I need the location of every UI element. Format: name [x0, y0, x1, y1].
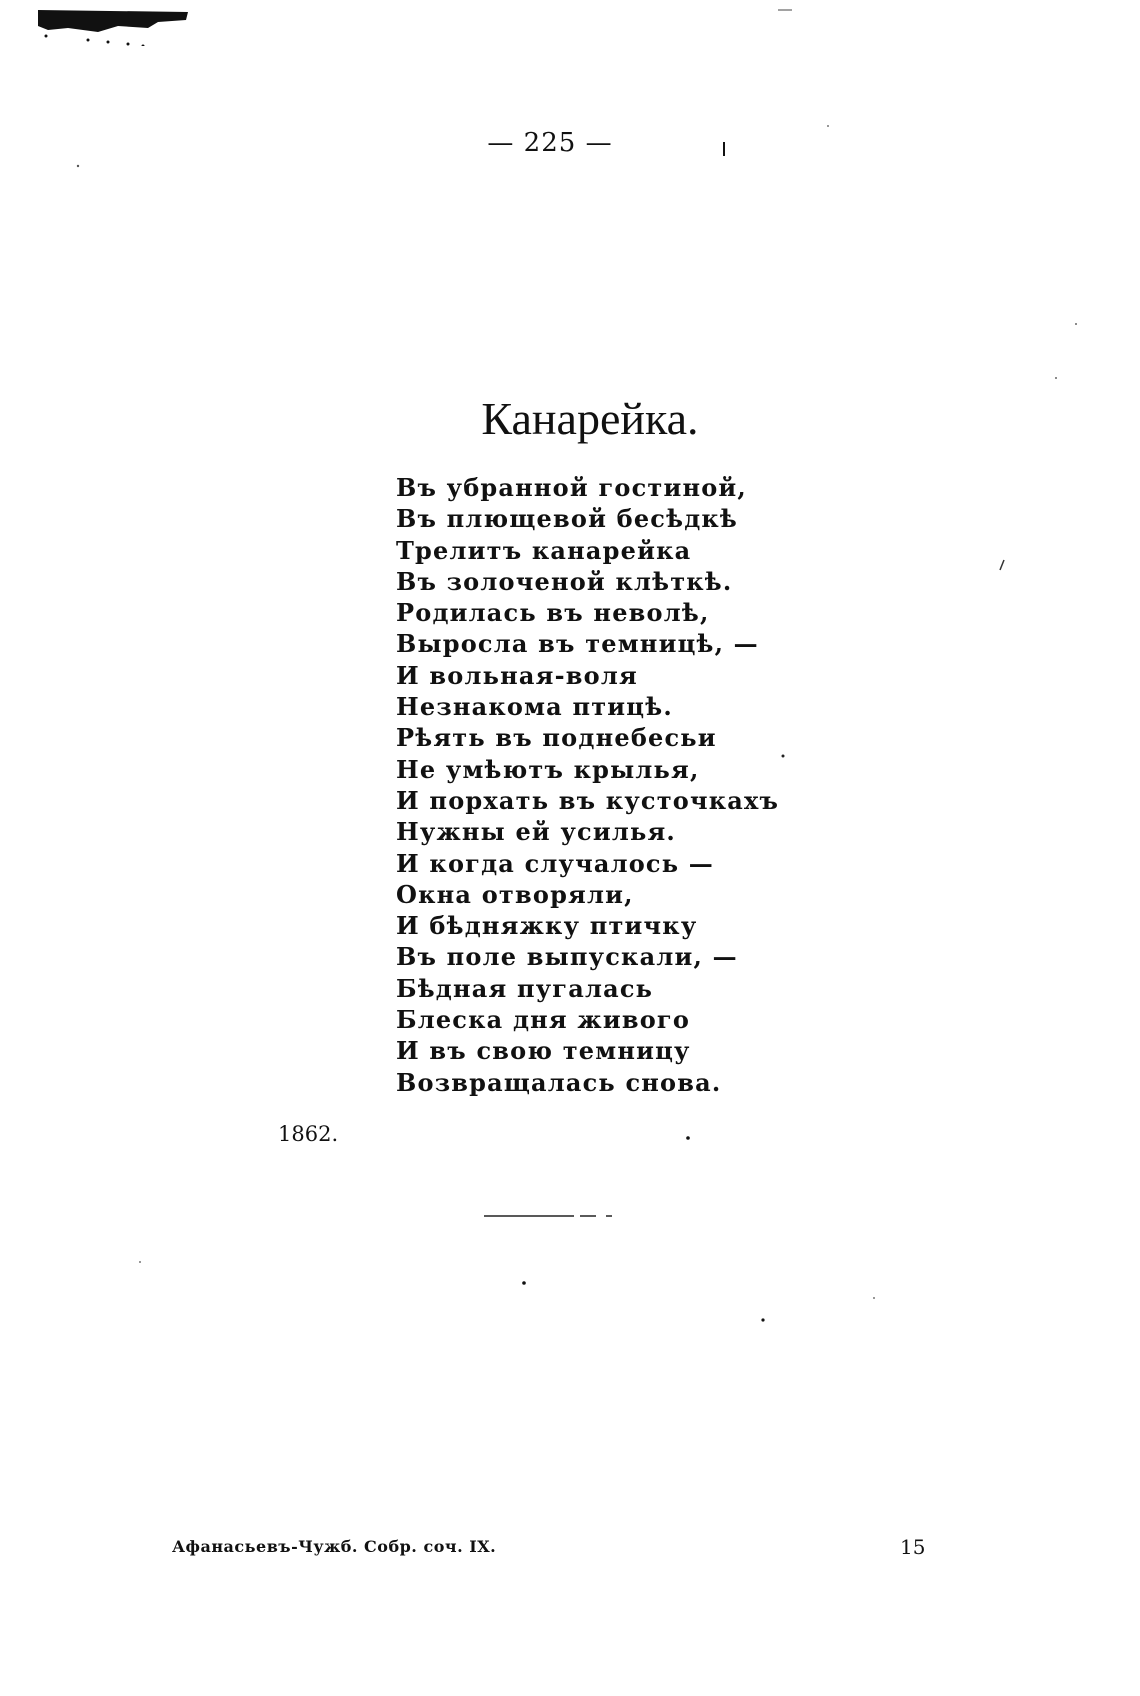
poem-line: И вольная-воля	[396, 660, 638, 690]
poem-line: Въ золоченой клѣткѣ.	[396, 566, 733, 596]
poem-line: Рѣять въ поднебесьи	[396, 723, 717, 753]
page-number: — 225 —	[487, 128, 613, 158]
footer-sheet-number: 15	[900, 1535, 926, 1559]
poem-line: Нужны ей усилья.	[396, 817, 676, 847]
poem-line: И бѣдняжку птичку	[396, 911, 698, 941]
poem-line: Родилась въ неволѣ,	[396, 598, 710, 628]
poem-line: Трелитъ канарейка	[396, 535, 692, 565]
footer-signature: Афанасьевъ-Чужб. Собр. соч. IX.	[172, 1537, 497, 1556]
poem-title: Канарейка.	[481, 393, 699, 444]
poem-line: Не умѣютъ крылья,	[396, 754, 700, 784]
poem-line: И въ свою темницу	[396, 1036, 691, 1066]
poem-line: Блеска дня живого	[396, 1005, 691, 1035]
section-divider	[484, 1214, 624, 1218]
poem-date: 1862.	[278, 1122, 339, 1146]
poem-line: И когда случалось —	[396, 848, 714, 878]
poem-line: Въ убранной гостиной,	[396, 473, 747, 502]
poem-line: Въ плющевой бесѣдкѣ	[396, 504, 738, 534]
poem-line: Бѣдная пугалась	[396, 973, 654, 1003]
ink-smudge-icon	[38, 6, 198, 46]
poem-line: И порхать въ кусточкахъ	[396, 785, 780, 815]
poem-line: Въ поле выпускали, —	[396, 942, 738, 972]
poem-line: Незнакома птицѣ.	[396, 692, 673, 722]
poem-line: Выросла въ темницѣ, —	[396, 629, 759, 659]
poem-line: Окна отворяли,	[396, 879, 634, 909]
poem-text	[396, 472, 779, 1098]
poem-line: Возвращалась снова.	[396, 1067, 722, 1097]
